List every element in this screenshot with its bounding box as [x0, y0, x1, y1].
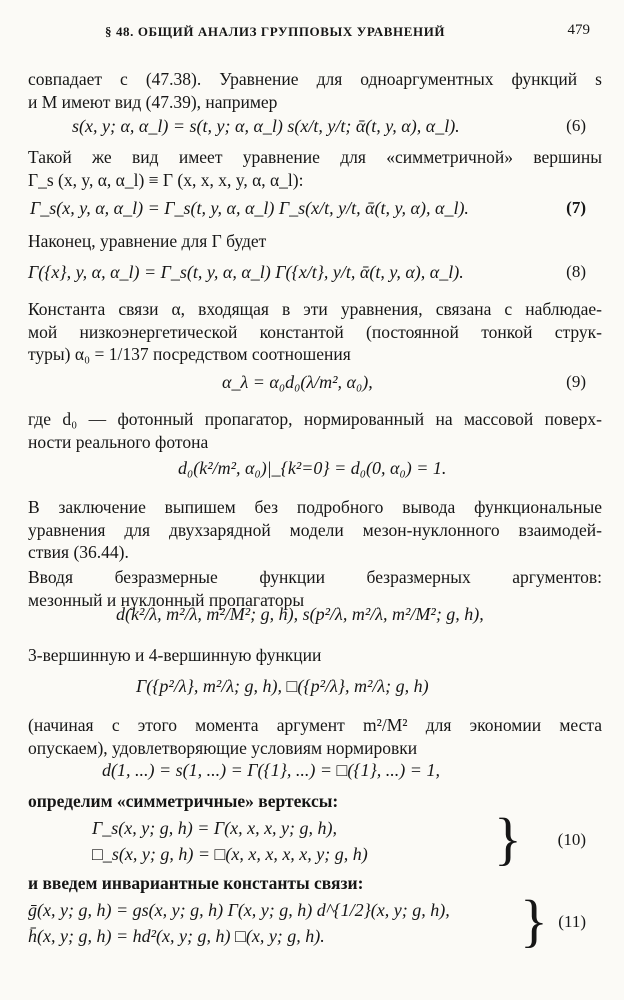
- equation-number: (7): [566, 198, 586, 217]
- equation-number: (11): [558, 912, 586, 931]
- text-line: опускаем), удовлетворяющие условиям нормировки: [28, 737, 418, 758]
- equation-8: [0, 262, 624, 292]
- text-line: Наконец, уравнение для Γ будет: [28, 231, 267, 251]
- equation-line: Γ_s(x, y; g, h) = Γ(x, x, x, y; g, h),: [92, 818, 338, 838]
- page-number: 479: [567, 22, 590, 38]
- equation-vertex-functions: [0, 676, 624, 708]
- text-line: мезонный и нуклонный пропагаторы: [28, 589, 305, 610]
- equation-line: □_s(x, y; g, h) = □(x, x, x, x, x, y; g, h): [92, 844, 368, 864]
- equation-number: (10): [557, 830, 586, 849]
- section-title: § 48. ОБЩИЙ АНАЛИЗ ГРУППОВЫХ УРАВНЕНИЙ: [105, 24, 446, 39]
- text-line: и введем инвариантные константы связи:: [28, 873, 364, 893]
- equation-line: h̄(x, y; g, h) = hd²(x, y; g, h) □(x, y; g, h).: [28, 926, 325, 946]
- text-line: 3-вершинную и 4-вершинную функции: [28, 645, 322, 665]
- text-line: ности реального фотона: [28, 431, 209, 452]
- right-brace: }: [520, 888, 548, 953]
- equation-number: (6): [566, 116, 586, 135]
- paragraph-1: [28, 68, 602, 113]
- equation-formula: s(x, y; α, α_l) = s(t, y; α, α_l) s(x/t, y/t; ᾱ(t, y, α), α_l).: [72, 116, 460, 136]
- equation-normalization: [0, 458, 624, 488]
- paragraph-5: [28, 408, 602, 453]
- paragraph-2: [28, 146, 602, 191]
- text-line: где d₀ — фотонный пропагатор, нормированный на массовой поверх-: [28, 409, 602, 429]
- equation-7: [0, 198, 624, 228]
- text-line: туры) α₀ = 1/137 посредством соотношения: [28, 344, 351, 364]
- equation-formula: Γ_s(x, y, α, α_l) = Γ_s(t, y, α, α_l) Γ_s(x/t, y/t, ᾱ(t, y, α), α_l).: [30, 198, 469, 218]
- text-line: В заключение выпишем без подробного вывода функциональные: [28, 497, 602, 517]
- text-line: и M имеют вид (47.39), например: [28, 91, 278, 112]
- paragraph-11: [28, 872, 602, 895]
- right-brace: }: [494, 806, 522, 871]
- equation-normalization-conditions: [0, 760, 624, 786]
- text-line: уравнения для двухзарядной модели мезон-нуклонного взаимодей-: [28, 519, 602, 540]
- text-line: ствия (36.44).: [28, 542, 129, 562]
- text-line: Такой же вид имеет уравнение для «симметричной» вершины: [28, 147, 602, 167]
- text-line: Γ_s (x, y, α, α_l) ≡ Γ (x, x, x, y, α, α_l):: [28, 169, 304, 190]
- equation-formula: α_λ = α₀d₀(λ/m², α₀),: [222, 372, 373, 392]
- text-line: (начиная с этого момента аргумент m²/M² для экономии места: [28, 715, 602, 735]
- equation-11: [0, 888, 624, 953]
- equation-number: (8): [566, 262, 586, 281]
- paragraph-6: [28, 496, 602, 564]
- equation-formula: Γ({x}, y, α, α_l) = Γ_s(t, y, α, α_l) Γ({x/t}, y/t, ᾱ(t, y, α), α_l).: [28, 262, 464, 282]
- equation-number: (9): [566, 372, 586, 391]
- equation-10: [0, 806, 624, 871]
- paragraph-8: [28, 644, 602, 667]
- equation-6: [0, 116, 624, 140]
- equation-formula: Γ({p²/λ}, m²/λ; g, h), □({p²/λ}, m²/λ; g, h): [136, 676, 429, 696]
- paragraph-4: [28, 298, 602, 366]
- text-line: мой низкоэнергетической константой (постоянной тонкой струк-: [28, 321, 602, 342]
- equation-formula: d₀(k²/m², α₀)|_{k²=0} = d₀(0, α₀) = 1.: [178, 458, 447, 478]
- equation-propagators: [0, 604, 624, 636]
- equation-formula: d(1, ...) = s(1, ...) = Γ({1}, ...) = □({1}, ...) = 1,: [102, 760, 440, 780]
- text-line: определим «симметричные» вертексы:: [28, 791, 339, 811]
- text-line: Константа связи α, входящая в эти уравнения, связана с наблюдае-: [28, 299, 602, 319]
- text-line: Вводя безразмерные функции безразмерных аргументов:: [28, 567, 602, 587]
- running-header: [0, 20, 624, 46]
- paragraph-3: [28, 230, 602, 253]
- equation-9: [0, 372, 624, 402]
- paragraph-9: [28, 714, 602, 759]
- equation-formula: d(k²/λ, m²/λ, m²/M²; g, h), s(p²/λ, m²/λ, m²/M²; g, h),: [116, 604, 484, 624]
- equation-line: ḡ(x, y; g, h) = gs(x, y; g, h) Γ(x, y; g, h) d^{1/2}(x, y; g, h),: [28, 900, 450, 920]
- text-line: совпадает с (47.38). Уравнение для одноаргументных функций s: [28, 69, 602, 89]
